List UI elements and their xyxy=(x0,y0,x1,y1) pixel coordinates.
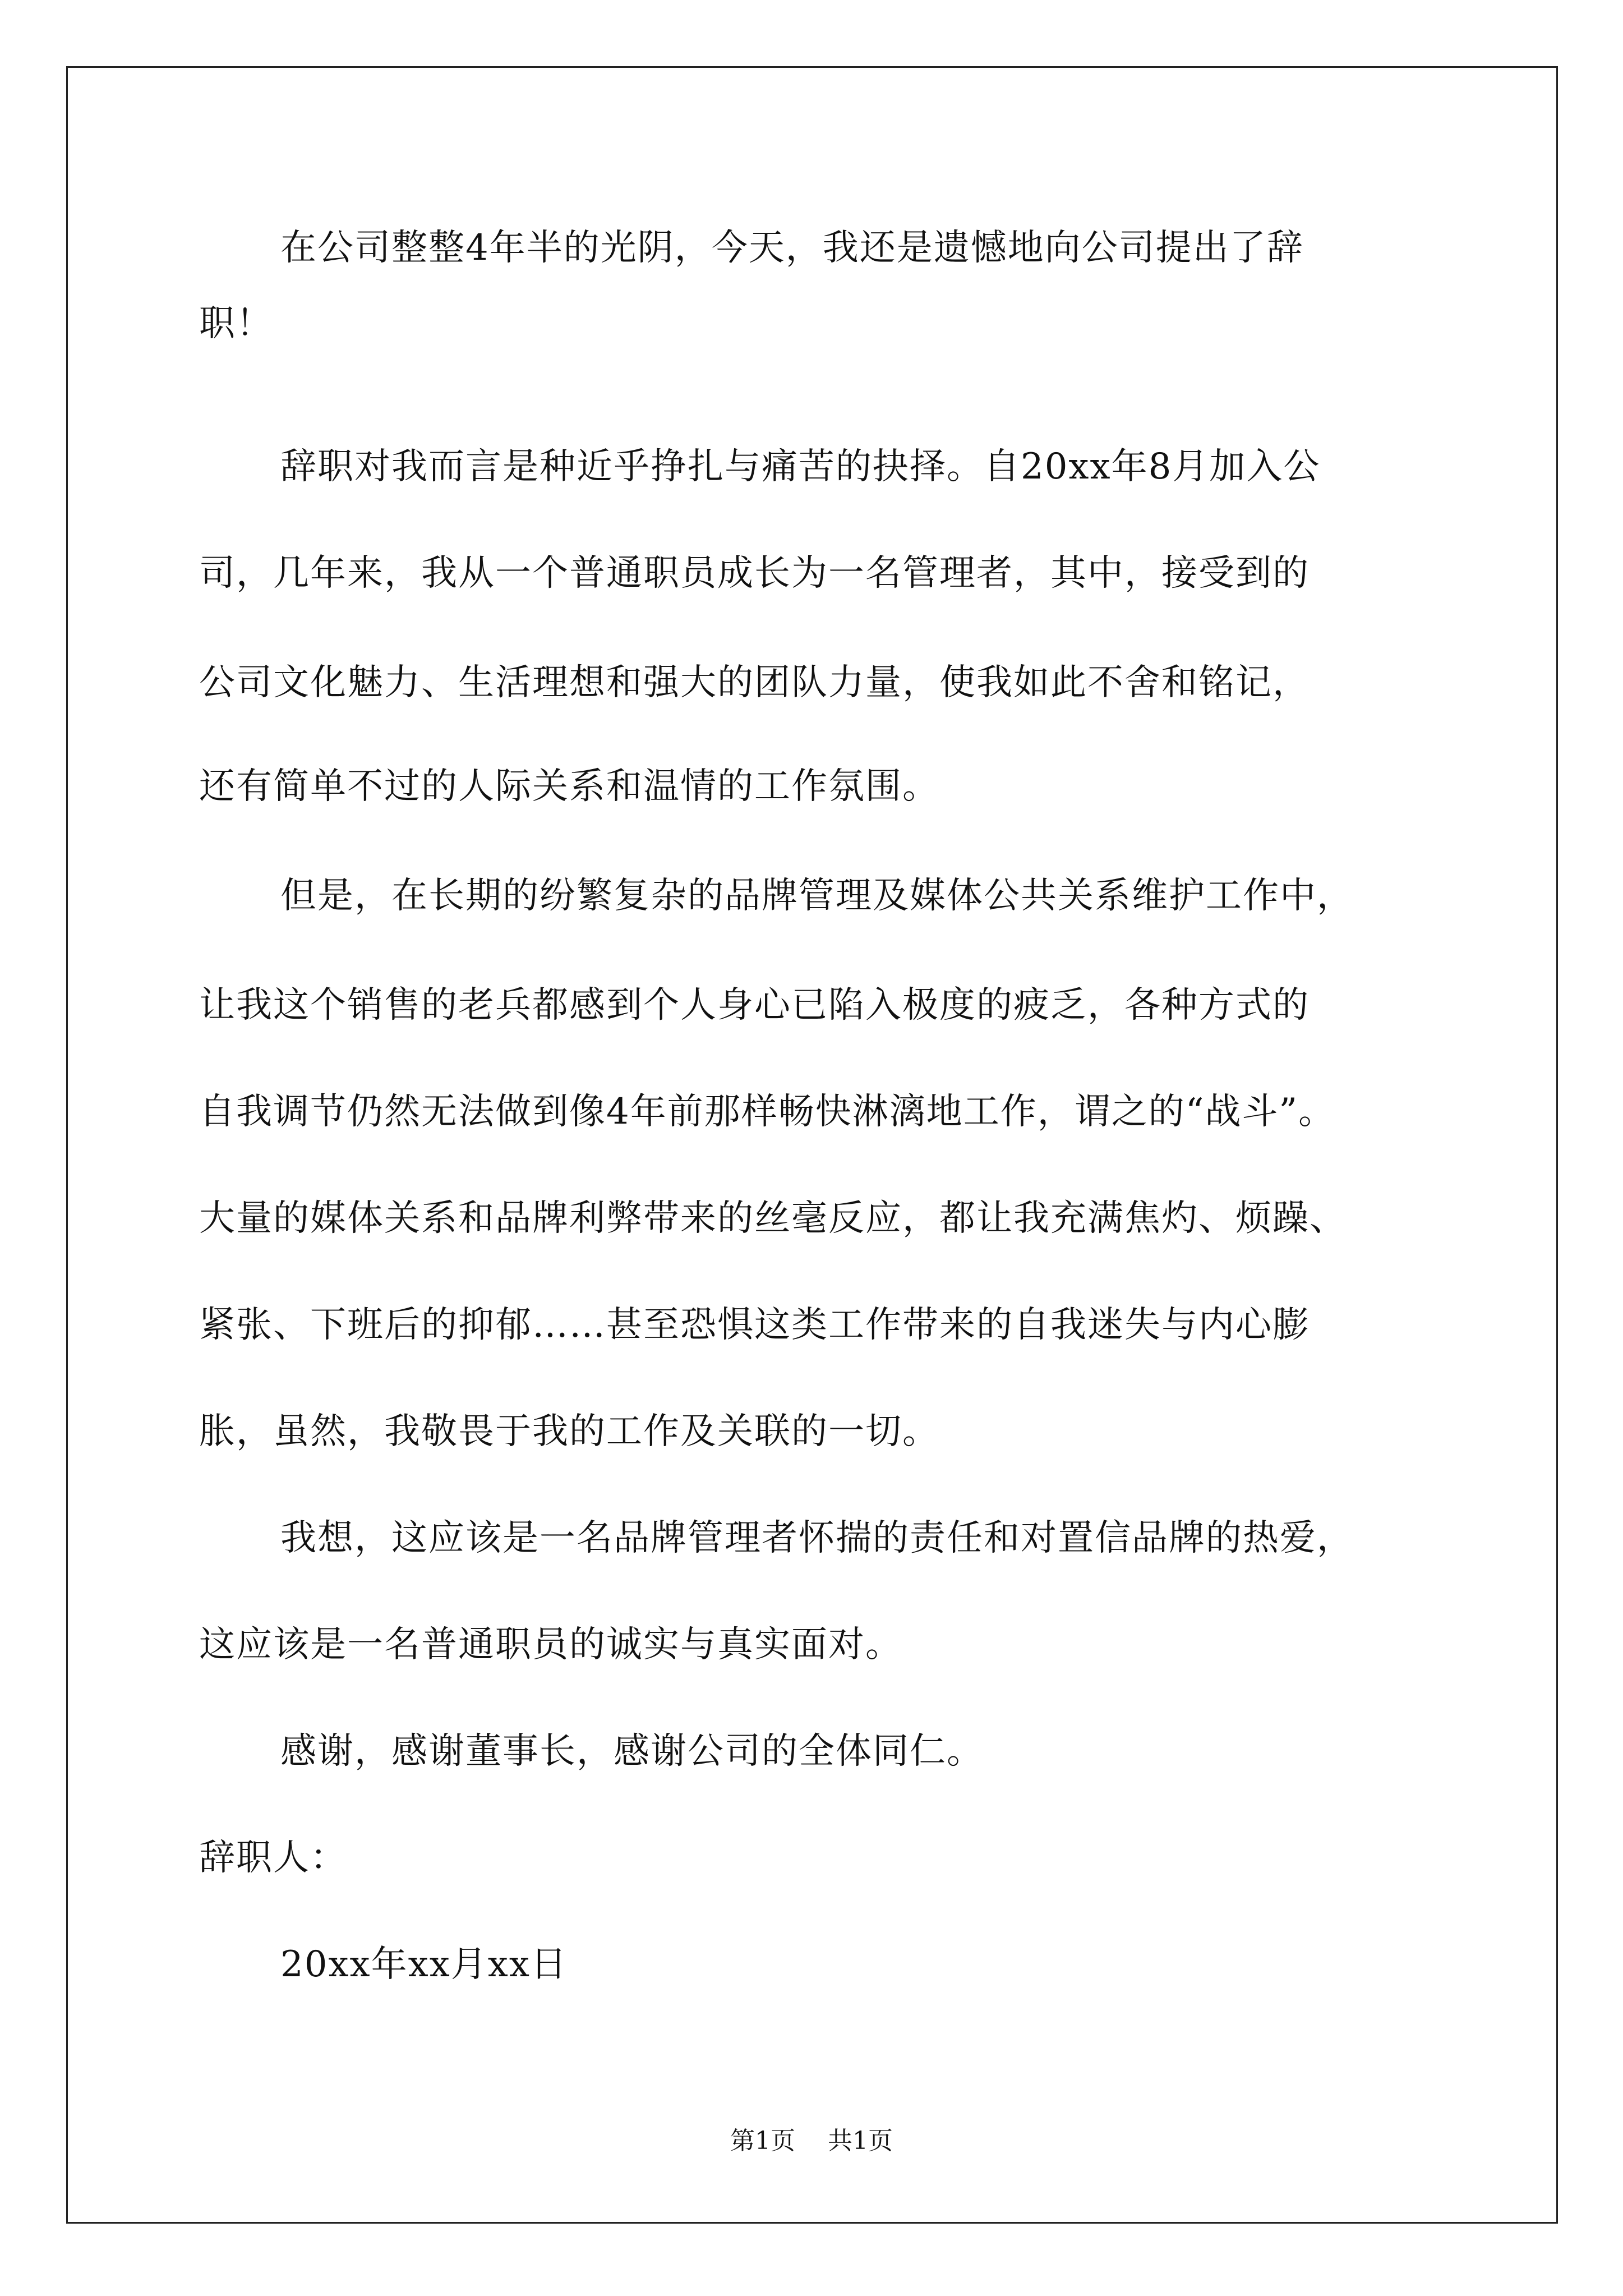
page-current: 第1页 xyxy=(730,2127,795,2155)
text-line: 但是，在长期的纷繁复杂的品牌管理及媒体公共关系维护工作中， xyxy=(280,875,1354,917)
signature-label: 辞职人： xyxy=(199,1837,347,1879)
text-line: 职！ xyxy=(199,303,273,344)
text-line: 在公司整整4年半的光阴，今天，我还是遗憾地向公司提出了辞 xyxy=(280,227,1304,269)
text-line: 让我这个销售的老兵都感到个人身心已陷入极度的疲乏，各种方式的 xyxy=(199,984,1310,1026)
text-line: 公司文化魅力、生活理想和强大的团队力量，使我如此不舍和铭记， xyxy=(199,662,1310,703)
page-footer xyxy=(0,2120,1623,2156)
text-line: 自我调节仍然无法做到像4年前那样畅快淋漓地工作，谓之的“战斗”。 xyxy=(199,1091,1336,1133)
text-line: 司，几年来，我从一个普通职员成长为一名管理者，其中，接受到的 xyxy=(199,553,1310,594)
text-line: 辞职对我而言是种近乎挣扎与痛苦的抉择。自20xx年8月加入公 xyxy=(280,446,1321,487)
text-line: 感谢，感谢董事长，感谢公司的全体同仁。 xyxy=(280,1731,984,1772)
text-line: 胀，虽然，我敬畏于我的工作及关联的一切。 xyxy=(199,1411,939,1452)
page-border xyxy=(66,66,1558,2224)
text-line: 大量的媒体关系和品牌利弊带来的丝毫反应，都让我充满焦灼、烦躁、 xyxy=(199,1198,1347,1239)
text-line: 紧张、下班后的抑郁……甚至恐惧这类工作带来的自我迷失与内心膨 xyxy=(199,1304,1310,1346)
page-total: 共1页 xyxy=(828,2127,893,2155)
text-line: 我想，这应该是一名品牌管理者怀揣的责任和对置信品牌的热爱， xyxy=(280,1517,1354,1559)
date-line: 20xx年xx月xx日 xyxy=(280,1944,568,1985)
text-line: 还有简单不过的人际关系和温情的工作氛围。 xyxy=(199,766,939,807)
text-line: 这应该是一名普通职员的诚实与真实面对。 xyxy=(199,1624,902,1665)
